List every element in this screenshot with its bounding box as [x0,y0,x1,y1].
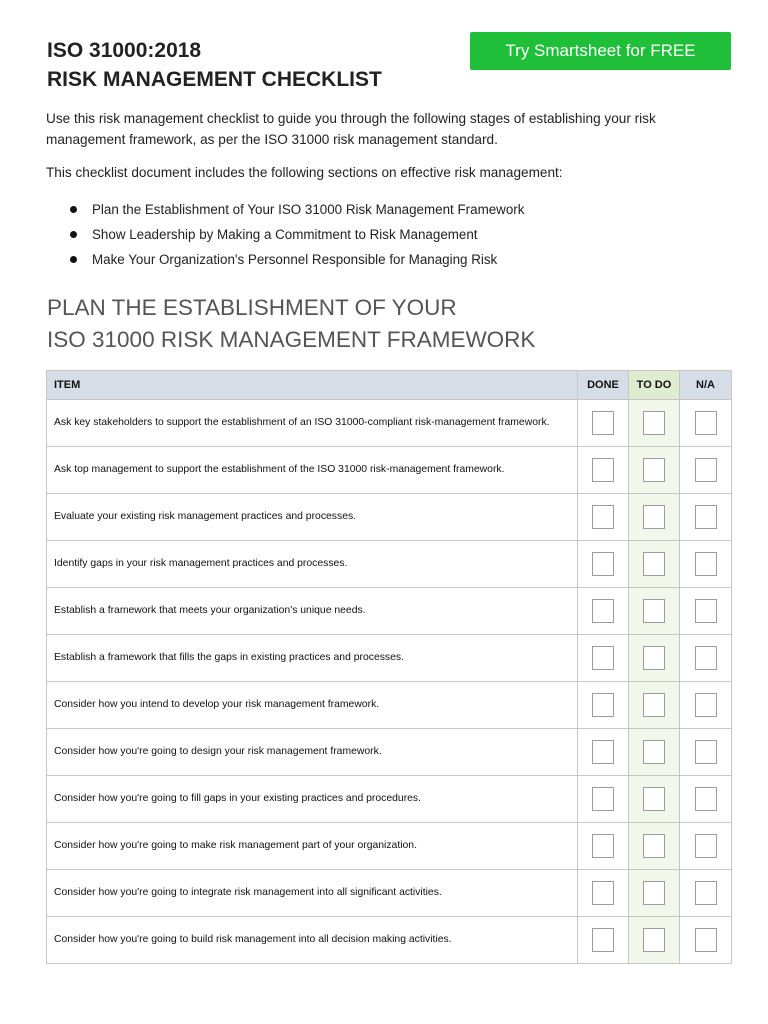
na-checkbox[interactable] [695,458,717,482]
na-cell [680,588,732,635]
todo-cell [629,917,680,964]
table-row [47,588,732,635]
title-line-1: ISO 31000:2018 [47,39,202,62]
done-cell [578,776,629,823]
todo-cell [629,400,680,447]
list-item [46,222,524,247]
bullet-icon [70,256,77,263]
table-row [47,870,732,917]
checklist-item-text: Establish a framework that meets your organization's unique needs. [47,588,578,635]
todo-checkbox[interactable] [643,834,665,858]
todo-checkbox[interactable] [643,505,665,529]
done-cell [578,870,629,917]
done-checkbox[interactable] [592,740,614,764]
checklist-table [46,370,732,964]
intro-paragraph: Use this risk management checklist to guide you through the following stages of establishing your risk management framework, as per the ISO 31000 risk management standard. [46,111,656,147]
checklist-item-text: Consider how you're going to fill gaps in your existing practices and procedures. [47,776,578,823]
na-checkbox[interactable] [695,411,717,435]
na-checkbox[interactable] [695,646,717,670]
table-row [47,635,732,682]
table-row [47,541,732,588]
done-cell [578,494,629,541]
column-header-item: ITEM [47,371,578,400]
na-checkbox[interactable] [695,505,717,529]
done-checkbox[interactable] [592,505,614,529]
section-heading-line-2: ISO 31000 RISK MANAGEMENT FRAMEWORK [47,327,536,352]
na-cell [680,682,732,729]
list-item-label: Plan the Establishment of Your ISO 31000 Risk Management Framework [92,201,525,217]
done-cell [578,682,629,729]
na-cell [680,729,732,776]
todo-cell [629,447,680,494]
done-checkbox[interactable] [592,552,614,576]
na-checkbox[interactable] [695,928,717,952]
na-cell [680,635,732,682]
checklist-item-text: Identify gaps in your risk management practices and processes. [47,541,578,588]
todo-cell [629,823,680,870]
table-row [47,776,732,823]
done-cell [578,823,629,870]
todo-cell [629,588,680,635]
todo-checkbox[interactable] [643,458,665,482]
done-checkbox[interactable] [592,787,614,811]
todo-checkbox[interactable] [643,599,665,623]
list-item [46,197,524,222]
todo-checkbox[interactable] [643,740,665,764]
na-checkbox[interactable] [695,599,717,623]
done-cell [578,635,629,682]
na-cell [680,494,732,541]
todo-cell [629,541,680,588]
todo-checkbox[interactable] [643,881,665,905]
sections-list [46,197,524,272]
todo-cell [629,494,680,541]
todo-cell [629,682,680,729]
column-header-todo: TO DO [629,371,680,400]
done-checkbox[interactable] [592,458,614,482]
table-header-row [47,371,732,400]
checklist-item-text: Establish a framework that fills the gaps in existing practices and processes. [47,635,578,682]
table-row [47,682,732,729]
todo-cell [629,635,680,682]
try-smartsheet-button[interactable]: Try Smartsheet for FREE [470,32,731,70]
table-row [47,494,732,541]
checklist-item-text: Consider how you're going to integrate risk management into all significant activities. [47,870,578,917]
todo-checkbox[interactable] [643,693,665,717]
na-cell [680,447,732,494]
list-item-label: Show Leadership by Making a Commitment to Risk Management [92,226,478,242]
section-heading [47,292,535,356]
na-cell [680,823,732,870]
column-header-done: DONE [578,371,629,400]
checklist-item-text: Evaluate your existing risk management practices and processes. [47,494,578,541]
na-cell [680,400,732,447]
todo-checkbox[interactable] [643,411,665,435]
na-checkbox[interactable] [695,740,717,764]
done-cell [578,729,629,776]
column-header-na: N/A [680,371,732,400]
checklist-item-text: Consider how you're going to build risk management into all decision making activities. [47,917,578,964]
checklist-item-text: Ask key stakeholders to support the establishment of an ISO 31000-compliant risk-management framework. [47,400,578,447]
table-row [47,729,732,776]
table-row [47,447,732,494]
section-heading-line-1: PLAN THE ESTABLISHMENT OF YOUR [47,295,457,320]
done-cell [578,447,629,494]
table-row [47,823,732,870]
list-item-label: Make Your Organization's Personnel Responsible for Managing Risk [92,251,498,267]
todo-checkbox[interactable] [643,787,665,811]
document-title [47,36,382,94]
done-checkbox[interactable] [592,646,614,670]
checklist-item-text: Consider how you're going to make risk management part of your organization. [47,823,578,870]
na-cell [680,776,732,823]
done-checkbox[interactable] [592,693,614,717]
todo-checkbox[interactable] [643,928,665,952]
na-checkbox[interactable] [695,881,717,905]
done-checkbox[interactable] [592,881,614,905]
na-checkbox[interactable] [695,552,717,576]
todo-cell [629,729,680,776]
list-item [46,247,524,272]
done-cell [578,400,629,447]
na-checkbox[interactable] [695,693,717,717]
na-cell [680,541,732,588]
bullet-icon [70,231,77,238]
na-checkbox[interactable] [695,787,717,811]
done-cell [578,588,629,635]
checklist-item-text: Ask top management to support the establishment of the ISO 31000 risk-management framework. [47,447,578,494]
done-checkbox[interactable] [592,834,614,858]
todo-checkbox[interactable] [643,552,665,576]
done-checkbox[interactable] [592,928,614,952]
table-row [47,917,732,964]
table-row [47,400,732,447]
na-cell [680,870,732,917]
na-checkbox[interactable] [695,834,717,858]
na-cell [680,917,732,964]
title-line-2: RISK MANAGEMENT CHECKLIST [47,68,382,91]
done-cell [578,541,629,588]
done-checkbox[interactable] [592,411,614,435]
todo-cell [629,870,680,917]
done-cell [578,917,629,964]
checklist-item-text: Consider how you're going to design your risk management framework. [47,729,578,776]
bullet-icon [70,206,77,213]
todo-checkbox[interactable] [643,646,665,670]
done-checkbox[interactable] [592,599,614,623]
checklist-item-text: Consider how you intend to develop your risk management framework. [47,682,578,729]
sections-intro-paragraph: This checklist document includes the following sections on effective risk management: [46,165,563,180]
todo-cell [629,776,680,823]
